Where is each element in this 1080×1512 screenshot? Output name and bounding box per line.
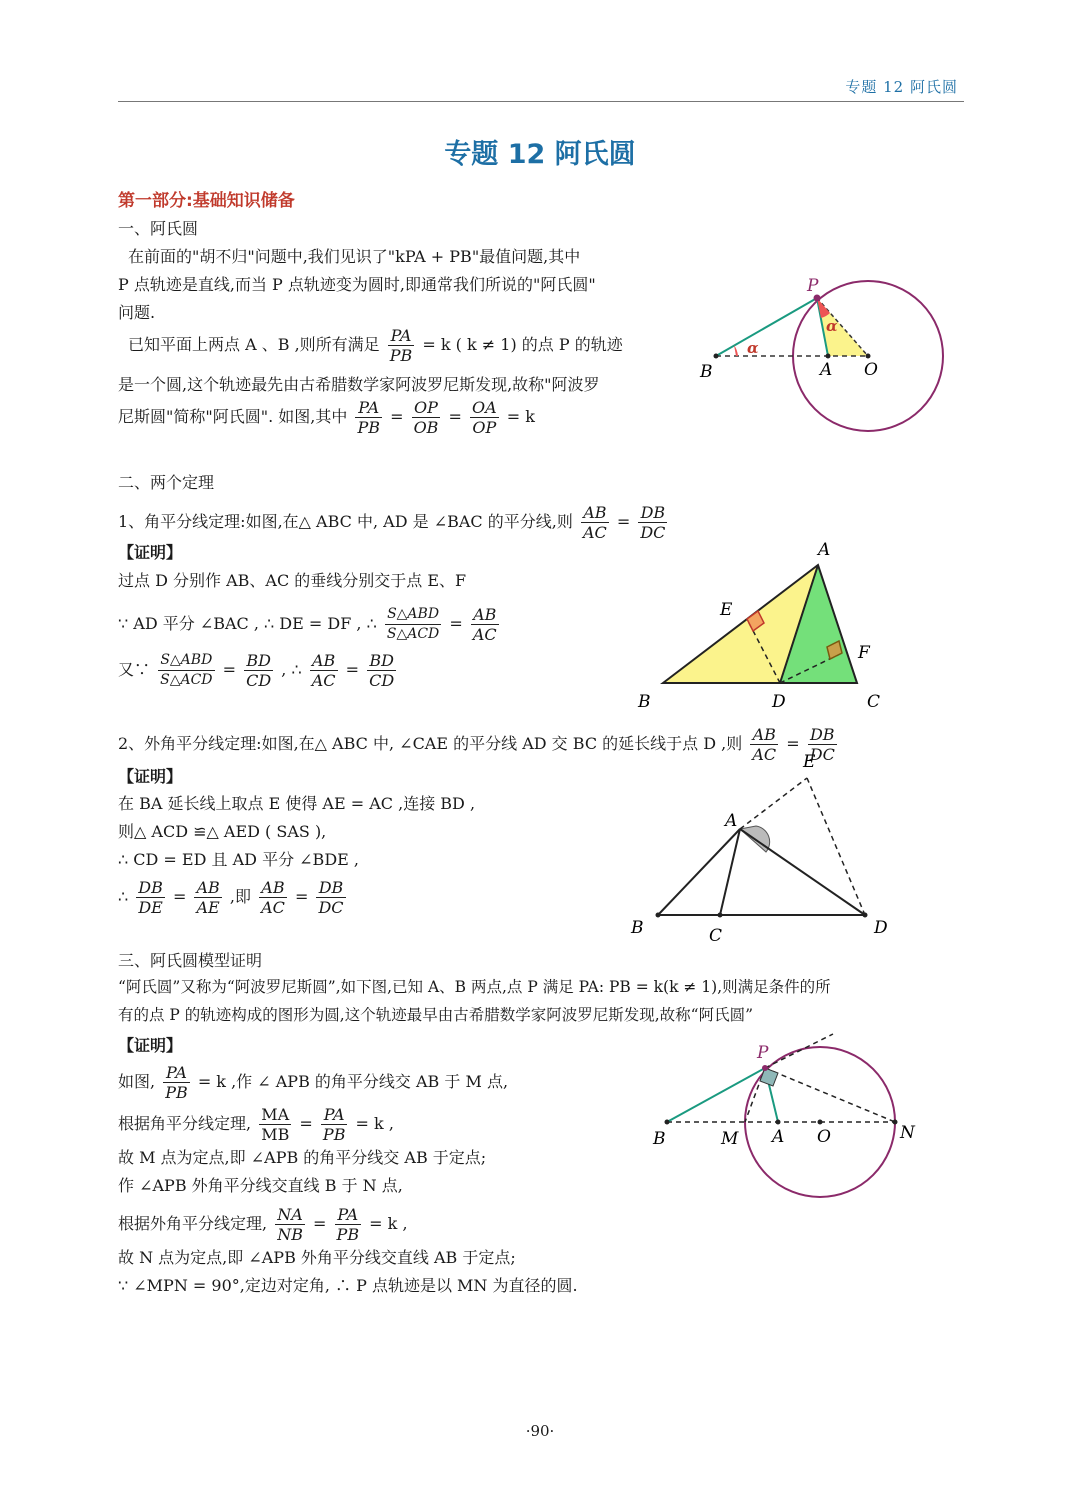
frac-pa-pb-3 (163, 1063, 190, 1102)
den: PB (165, 1083, 188, 1102)
s1-line-6 (118, 398, 535, 437)
eq: = (786, 734, 800, 753)
eq: = (222, 660, 237, 679)
fig4-label-o: O (817, 1127, 831, 1147)
fig2-label-a: A (818, 540, 831, 560)
page-title: 专题 12 阿氏圆 (444, 139, 636, 170)
fig1-label-o: O (864, 360, 878, 380)
fig4-label-a: A (772, 1127, 785, 1147)
fig4-point-b (665, 1120, 670, 1125)
num: PA (335, 1205, 362, 1225)
proof2-line4-mid: ,即 (229, 887, 251, 906)
num: DB (638, 503, 667, 523)
figure-1-apollonius (690, 265, 960, 445)
s1-line6-pre: 尼斯圆"简称"阿氏圆". 如图,其中 (118, 407, 348, 426)
den: AE (196, 898, 220, 917)
den: PB (322, 1125, 346, 1144)
fig3-point-b (656, 913, 661, 918)
fig2-label-e: E (720, 600, 733, 620)
den: PB (357, 418, 380, 437)
eq: = (172, 887, 187, 906)
proof1-line2-pre: ∵ AD 平分 ∠BAC , ∴ DE = DF , ∴ (118, 614, 377, 633)
figure-3-exterior-bisector (625, 750, 900, 950)
fig3-line-ba (658, 829, 740, 915)
num: AB (581, 503, 609, 523)
fig1-label-a: A (820, 360, 833, 380)
den: DC (318, 898, 344, 917)
theorem-2-text: 2、外角平分线定理:如图,在△ ABC 中, ∠CAE 的平分线 AD 交 BC 的延长线于点 D ,则 (118, 734, 743, 753)
fig1-point-b (714, 354, 719, 359)
fig2-label-b: B (638, 692, 651, 712)
den: S△ACD (386, 626, 440, 642)
proof3-line-3: 故 M 点为定点,即 ∠APB 的角平分线交 AB 于定点; (118, 1148, 487, 1167)
num: PA (355, 398, 382, 418)
fig3-label-a: A (725, 811, 738, 831)
running-header: 专题 12 阿氏圆 (845, 78, 958, 96)
fig1-line-pb (716, 298, 817, 356)
fig3-label-b: B (631, 918, 644, 938)
num: BD (244, 651, 273, 671)
num: S△ABD (385, 605, 441, 625)
frac-bd-cd-2 (367, 651, 396, 690)
frac-ab-ac-5 (259, 878, 287, 917)
fig2-label-f: F (858, 643, 870, 663)
frac-db-dc-3 (316, 878, 345, 917)
fig3-point-c (718, 913, 723, 918)
section-2-heading: 二、两个定理 (118, 473, 215, 492)
fig4-point-n (893, 1120, 898, 1125)
den: AC (752, 745, 777, 764)
theorem-1 (118, 503, 670, 542)
den: DE (138, 898, 163, 917)
proof1-line3-mid: , ∴ (281, 660, 302, 679)
frac-bd-cd (244, 651, 273, 690)
proof3-line2-post: = k , (355, 1114, 394, 1133)
fig1-angle-b (734, 345, 738, 356)
proof1-line-2 (118, 605, 502, 644)
s1-line-3: 问题. (118, 303, 156, 322)
num: OA (472, 398, 497, 417)
num: DB (316, 878, 345, 898)
fig4-point-a (776, 1120, 781, 1125)
num: AB (196, 878, 220, 897)
proof3-line-4: 作 ∠APB 外角平分线交直线 B 于 N 点, (118, 1176, 403, 1195)
frac-pa-pb-2 (355, 398, 382, 437)
num: AB (471, 605, 499, 625)
fig1-point-a (826, 354, 831, 359)
proof1-line3-pre: 又∵ (118, 660, 151, 679)
den: NB (277, 1225, 303, 1244)
frac-pa-pb-5 (335, 1205, 362, 1244)
frac-ab-ac-2 (471, 605, 499, 644)
fig4-label-m: M (721, 1129, 739, 1149)
frac-ab-ae (194, 878, 221, 917)
num: PA (388, 326, 415, 346)
den: S△ACD (160, 672, 213, 688)
den: AC (472, 625, 497, 644)
den: AC (261, 898, 285, 917)
eq: = (616, 512, 631, 531)
proof2-line-1: 在 BA 延长线上取点 E 使得 AE = AC ,连接 BD , (118, 794, 476, 813)
num: PA (163, 1063, 190, 1083)
eq: = (390, 407, 404, 426)
proof3-line-1 (118, 1063, 508, 1102)
figure-4-apollonius-model (645, 1030, 935, 1205)
frac-na-nb (275, 1205, 305, 1244)
proof3-line2-pre: 根据角平分线定理, (118, 1114, 252, 1133)
figure-2-angle-bisector (630, 535, 890, 715)
proof3-line-5 (118, 1205, 408, 1244)
proof3-line-7: ∵ ∠MPN = 90°,定边对定角, ∴ P 点轨迹是以 MN 为直径的圆. (118, 1276, 578, 1295)
proof3-line5-post: = k , (369, 1214, 408, 1233)
fig4-point-p (762, 1065, 768, 1071)
proof-tag-1: 【证明】 (118, 543, 183, 562)
num: AB (310, 651, 338, 671)
fig3-line-ac (720, 829, 740, 915)
num: OP (412, 398, 441, 418)
s1-known-line (128, 326, 623, 365)
proof2-line4-pre: ∴ (118, 887, 129, 906)
frac-ma-mb (259, 1105, 291, 1144)
proof2-line-2: 则△ ACD ≌△ AED ( SAS ), (118, 822, 327, 841)
fig1-label-alpha-1: α (747, 339, 759, 357)
fig3-line-ae (740, 778, 807, 829)
fig2-label-d: D (772, 692, 786, 712)
part-heading: 第一部分:基础知识储备 (118, 191, 295, 211)
s3-line-2: 有的点 P 的轨迹构成的图形为圆,这个轨迹最早由古希腊数学家阿波罗尼斯发现,故称“阿氏圆” (118, 1006, 753, 1024)
num: MA (259, 1105, 291, 1125)
section-1-heading: 一、阿氏圆 (118, 219, 199, 238)
proof3-line1-pre: 如图, (118, 1072, 156, 1091)
s1-known-post: = k ( k ≠ 1) 的点 P 的轨迹 (422, 335, 623, 354)
den: DC (640, 523, 666, 542)
proof3-line5-pre: 根据外角平分线定理, (118, 1214, 268, 1233)
fig4-label-p: P (757, 1043, 769, 1063)
fig4-point-o (818, 1120, 823, 1125)
frac-s-abd-s-acd-2 (158, 651, 214, 690)
s1-line-2: P 点轨迹是直线,而当 P 点轨迹变为圆时,即通常我们所说的"阿氏圆" (118, 275, 596, 294)
frac-op-ob (412, 398, 441, 437)
num: S△ABD (158, 651, 214, 671)
num: AB (259, 878, 287, 898)
num: NA (275, 1205, 305, 1225)
proof3-line-2 (118, 1105, 394, 1144)
eq: = (448, 407, 462, 426)
eq: = (313, 1214, 327, 1233)
fig3-point-d (863, 913, 868, 918)
fig1-point-o (866, 354, 871, 359)
fig2-label-c: C (867, 692, 881, 712)
fig3-label-d: D (874, 918, 888, 938)
frac-ab-ac (581, 503, 609, 542)
num: PA (321, 1105, 348, 1125)
den: DC (809, 745, 835, 764)
num: AB (750, 725, 778, 745)
eq: = (294, 887, 309, 906)
num: BD (367, 651, 396, 671)
proof1-line-1: 过点 D 分别作 AB、AC 的垂线分别交于点 E、F (118, 571, 467, 590)
den: CD (369, 671, 395, 690)
frac-db-de (136, 878, 165, 917)
eq: = (449, 614, 463, 633)
fig3-label-e: E (803, 752, 816, 772)
s1-line-1: 在前面的"胡不归"问题中,我们见识了"kPA + PB"最值问题,其中 (128, 247, 581, 266)
page-number: ·90· (525, 1422, 555, 1440)
fig4-line-pn (765, 1068, 895, 1122)
num: DB (138, 878, 163, 897)
den: PB (389, 346, 413, 365)
proof2-line-4 (118, 878, 349, 917)
den: CD (246, 671, 272, 690)
eq-k: = k (506, 407, 535, 426)
den: PB (336, 1225, 360, 1244)
den: OP (472, 418, 497, 437)
proof1-line-3 (118, 651, 399, 690)
header-rule (118, 101, 964, 102)
eq: = (299, 1114, 313, 1133)
fig1-label-p: P (807, 276, 819, 296)
proof-tag-2: 【证明】 (118, 767, 183, 786)
frac-pa-pb-4 (321, 1105, 348, 1144)
section-3-heading: 三、阿氏圆模型证明 (118, 951, 263, 970)
fig4-right-angle-p (760, 1068, 778, 1086)
proof-tag-3: 【证明】 (118, 1036, 183, 1055)
frac-ab-ac-3 (310, 651, 338, 690)
fig1-label-b: B (700, 362, 713, 382)
fig1-label-alpha-2: α (826, 317, 838, 335)
eq: = (345, 660, 360, 679)
fig4-line-ext (765, 1034, 833, 1068)
den: AC (311, 671, 336, 690)
den: OB (413, 418, 439, 437)
frac-oa-op (470, 398, 499, 437)
theorem-1-text: 1、角平分线定理:如图,在△ ABC 中, AD 是 ∠BAC 的平分线,则 (118, 512, 573, 531)
frac-s-abd-s-acd (385, 605, 441, 644)
fig4-label-n: N (900, 1123, 915, 1143)
den: MB (261, 1125, 290, 1144)
proof3-line1-post: = k ,作 ∠ APB 的角平分线交 AB 于 M 点, (197, 1072, 509, 1091)
num: DB (808, 725, 837, 745)
fig4-label-b: B (653, 1129, 666, 1149)
s1-line-5: 是一个圆,这个轨迹最先由古希腊数学家阿波罗尼斯发现,故称"阿波罗 (118, 375, 600, 394)
frac-pa-pb (388, 326, 415, 365)
s3-line-1: “阿氏圆”又称为“阿波罗尼斯圆”,如下图,已知 A、B 两点,点 P 满足 PA: PB = k(k ≠ 1),则满足条件的所 (118, 978, 831, 996)
proof3-line-6: 故 N 点为定点,即 ∠APB 外角平分线交直线 AB 于定点; (118, 1248, 516, 1267)
fig3-label-c: C (709, 926, 723, 946)
s1-known-pre: 已知平面上两点 A 、B ,则所有满足 (128, 335, 380, 354)
proof2-line-3: ∴ CD = ED 且 AD 平分 ∠BDE , (118, 850, 359, 869)
den: AC (582, 523, 607, 542)
